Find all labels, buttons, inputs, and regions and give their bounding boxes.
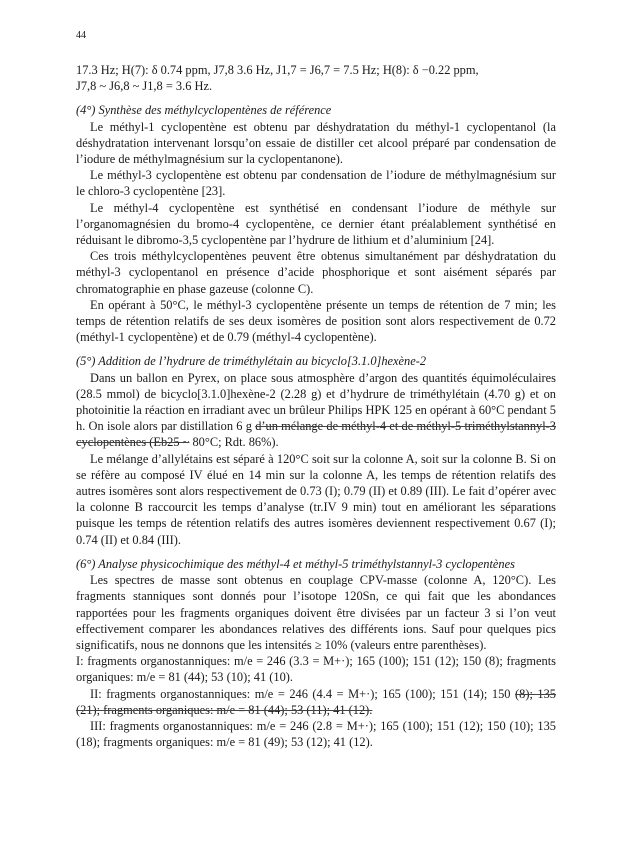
mass-spectrum-III: III: fragments organostanniques: m/e = 246 (2.8 = M+·); 165 (100); 151 (12); 150 (10); 135 (18); fragments organiques: m/e = 81 (49); 53 (12); 41 (12). bbox=[76, 718, 556, 750]
section-5-heading: (5°) Addition de l’hydrure de triméthylétain au bicyclo[3.1.0]hexène-2 bbox=[76, 354, 427, 369]
section-4-paragraph-1: Le méthyl-1 cyclopentène est obtenu par déshydratation du méthyl-1 cyclopentanol (la déshydratation intervenant lorsqu’on essaie de distiller cet alcool préparé par condensation de l’iodure de méthylmagnésium sur la cyclopentanone). bbox=[76, 119, 556, 167]
top-line-2: J7,8 ~ J6,8 ~ J1,8 = 3.6 Hz. bbox=[76, 79, 213, 94]
section-4-paragraph-2: Le méthyl-3 cyclopentène est obtenu par condensation de l’iodure de méthylmagnésium sur le chloro-3 cyclopentène [23]. bbox=[76, 168, 556, 199]
section-6-heading: (6°) Analyse physicochimique des méthyl-4 et méthyl-5 triméthylstannyl-3 cyclopentènes bbox=[76, 556, 515, 571]
struck-text: d’un mélange de méthyl-4 et de méthyl-5 triméthylstannyl-3 cyclopentènes (Eb25 ~ bbox=[76, 419, 556, 450]
section-4-heading: (4°) Synthèse des méthylcyclopentènes de référence bbox=[76, 103, 332, 118]
section-5-paragraph-2: Le mélange d’allylétains est séparé à 120°C soit sur la colonne A, soit sur la colonne B. Si on se réfère au composé IV élué en 14 min sur la colonne A, les temps de rétention relatifs des autres isomères sont alors respectivement de 0.73 (I); 0.79 (II) et 0.89 (III). Le fait d’opérer avec la colonne B raccourcit les temps d’analyse (tr.IV 9 min) tout en améliorant les séparations puisque les temps de rétention relatifs des autres isomères deviennent respectivement 0.67 (I); 0.74 (II) et 0.84 (III). bbox=[76, 451, 556, 547]
page-body bbox=[76, 62, 556, 750]
mass-spectrum-I: I: fragments organostanniques: m/e = 246 (3.3 = M+·); 165 (100); 151 (12); 150 (8); fragments organiques: m/e = 81 (44); 53 (10); 41 (10). bbox=[76, 654, 556, 685]
section-4-paragraph-3: Le méthyl-4 cyclopentène est synthétisé en condensant l’iodure de méthyle sur l’organomagnésien du bromo-4 cyclopentène, ce dernier étant préalablement synthétisé en réduisant le dibromo-3,5 cyclopentène par l’hydrure de lithium et d’aluminium [24]. bbox=[76, 200, 556, 248]
page-number: 44 bbox=[76, 30, 86, 41]
section-5-paragraph-1-end: 80°C; Rdt. 86%). bbox=[189, 435, 279, 450]
section-6-paragraph-1: Les spectres de masse sont obtenus en couplage CPV-masse (colonne A, 120°C). Les fragments stanniques sont donnés pour l’isotope 120Sn, ce qui fait que les abondances rapportées pour les fragments organiques doivent être divisées par un facteur 3 si l’on veut effectivement comparer les abondances relatives des différents ions. Sauf pour quelques pics significatifs, nous ne donnons que les intensités ≥ 10% (valeurs entre parenthèses). bbox=[76, 573, 556, 652]
top-line-1: 17.3 Hz; H(7): δ 0.74 ppm, J7,8 3.6 Hz, J1,7 = J6,7 = 7.5 Hz; H(8): δ −0.22 ppm, bbox=[76, 63, 479, 77]
section-4-paragraph-4: Ces trois méthylcyclopentènes peuvent être obtenus simultanément par déshydratation du méthyl-3 cyclopentanol en présence d’acide phosphorique et sont aisément séparés par chromatographie en phase gazeuse (colonne C). bbox=[76, 249, 556, 296]
section-5-paragraph-1 bbox=[76, 370, 556, 451]
section-4-paragraph-5: En opérant à 50°C, le méthyl-3 cyclopentène présente un temps de rétention de 7 min; les temps de rétention relatifs de ses deux isomères de position sont alors respectivement de 0.72 (méthyl-1 cyclopentène) et de 0.79 (méthyl-4 cyclopentène). bbox=[76, 297, 556, 345]
mass-spectrum-II-text: II: fragments organostanniques: m/e = 246 (4.4 = M+·); 165 (100); 151 (14); 150 bbox=[90, 686, 515, 701]
section-5-paragraph-1-text: Dans un ballon en Pyrex, on place sous atmosphère d’argon des quantités équimoléculaires (28.5 mmol) de bicyclo[3.1.0]hexène-2 (2.28 g) et d’hydrure de triméthylétain (4.70 g) et on photoinitie la réaction en irradiant avec un brûleur Philips HPK 125 en opérant à 60°C pendant 5 h. On isole alors par distillation 6 g bbox=[76, 370, 556, 434]
struck-text: (8); 135 (21); fragments organiques: m/e = 81 (44); 53 (11); 41 (12). bbox=[76, 686, 556, 717]
mass-spectrum-II bbox=[76, 686, 556, 718]
